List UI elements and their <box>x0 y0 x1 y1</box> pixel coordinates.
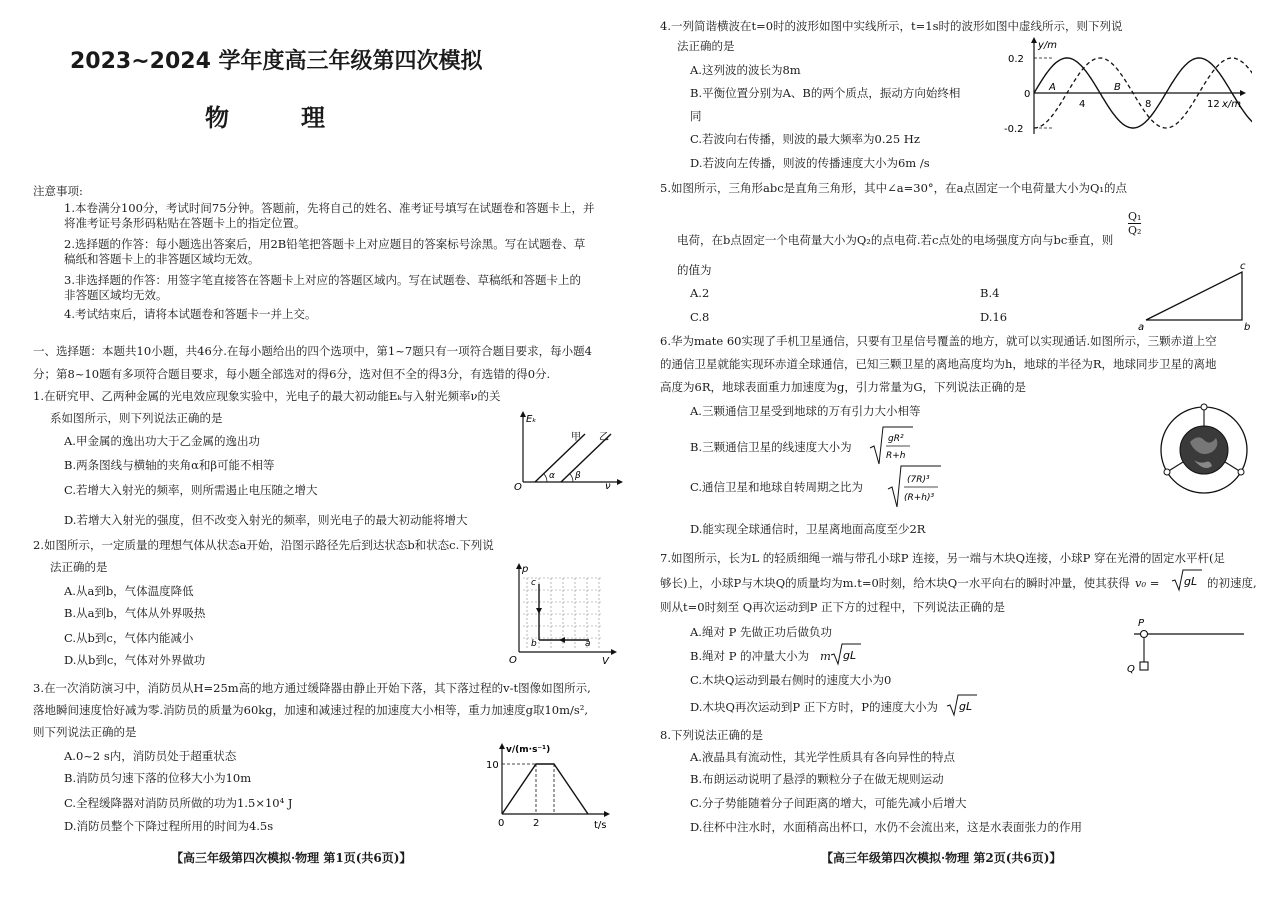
q2-point-b: b <box>531 639 537 649</box>
q3-option-a: A.0~2 s内，消防员处于超重状态 <box>64 749 237 763</box>
q7-v0-sqrt <box>1171 568 1203 592</box>
q1-xlabel: ν <box>605 481 611 490</box>
q3-xtick: 2 <box>533 818 540 829</box>
q8-option-c: C.分子势能随着分子间距离的增大，可能先减小后增大 <box>690 796 967 810</box>
q7-b-sqrt <box>830 642 862 666</box>
q5-option-c: C.8 <box>690 310 710 324</box>
q1-option-c: C.若增大入射光的频率，则所需遏止电压随之增大 <box>64 483 318 497</box>
q3-xlabel: t/s <box>594 820 607 831</box>
notice-line: 3.非选择题的作答：用签字笔直接答在答题卡上对应的答题区域内。写在试题卷、草稿纸和答题卡上的 <box>64 273 581 287</box>
q4-xtick-12: 12 <box>1207 99 1220 110</box>
notice-line: 稿纸和答题卡上的非答题区域均无效。 <box>64 252 260 266</box>
q7-option-a: A.绳对 P 先做正功后做负功 <box>690 625 833 639</box>
q6-figure <box>1156 402 1252 498</box>
q7-option-b: B.绳对 P 的冲量大小为 <box>690 649 810 663</box>
section-instructions: 一、选择题：本题共10小题，共46分.在每小题给出的四个选项中，第1~7题只有一项符合题目要求，每小题4 <box>33 344 593 358</box>
q6-option-c: C.通信卫星和地球自转周期之比为 <box>690 480 864 494</box>
q6-c-num: (7R)³ <box>907 475 930 485</box>
q3-stem: 落地瞬间速度恰好减为零.消防员的质量为60kg，加速和减速过程的加速度大小相等，重力加速度g取10m/s², <box>33 703 589 717</box>
exam-title: 2023~2024 学年度高三年级第四次模拟 <box>70 49 483 74</box>
q4-ytick-bottom: -0.2 <box>1004 124 1024 135</box>
q2-figure <box>505 560 621 668</box>
q4-stem: 法正确的是 <box>677 39 735 53</box>
q4-xtick-4: 4 <box>1079 99 1086 110</box>
q7-label-q: Q <box>1127 664 1135 674</box>
q2-option-c: C.从b到c，气体内能减小 <box>64 631 194 645</box>
q7-option-c: C.木块Q运动到最右侧时的速度大小为0 <box>690 673 892 687</box>
q5-option-d: D.16 <box>980 310 1008 324</box>
q5-vertex-c: c <box>1240 261 1246 272</box>
q1-option-d: D.若增大入射光的强度，但不改变入射光的频率，则光电子的最大初动能将增大 <box>64 513 468 527</box>
q2-option-d: D.从b到c，气体对外界做功 <box>64 653 206 667</box>
q6-b-sqrt <box>868 424 914 468</box>
q7-stem: 7.如图所示，长为L 的轻质细绳一端与带孔小球P 连接，另一端与木块Q连接，小球P 穿在光滑的固定水平杆(足 <box>660 551 1225 565</box>
notice-line: 4.考试结束后，请将本试题卷和答题卡一并上交。 <box>64 307 317 321</box>
q4-origin: 0 <box>1024 89 1031 100</box>
q3-option-b: B.消防员匀速下落的位移大小为10m <box>64 771 252 785</box>
q5-vertex-b: b <box>1244 322 1251 332</box>
q6-c-den: (R+h)³ <box>904 493 935 503</box>
q1-stem: 1.在研究甲、乙两种金属的光电效应现象实验中，光电子的最大初动能Eₖ与入射光频率ν的关 <box>33 389 501 403</box>
page-1-footer: 【高三年级第四次模拟·物理 第1页(共6页)】 <box>171 851 412 865</box>
q5-stem: 5.如图所示，三角形abc是直角三角形，其中∠a=30°，在a点固定一个电荷量大小为Q₁的点 <box>660 181 1128 195</box>
q3-figure <box>480 742 620 834</box>
q5-figure <box>1134 260 1254 332</box>
q4-point-a: A <box>1049 82 1056 93</box>
notice-line: 非答题区域均无效。 <box>64 288 168 302</box>
q6-stem: 高度为6R，地球表面重力加速度为g，引力常量为G，下列说法正确的是 <box>660 380 1027 394</box>
q7-b-m: m <box>820 649 831 663</box>
q1-stem: 系如图所示，则下列说法正确的是 <box>50 411 223 425</box>
q5-stem: 电荷，在b点固定一个电荷量大小为Q₂的点电荷.若c点处的电场强度方向与bc垂直，则 <box>677 233 1114 247</box>
q8-option-a: A.液晶具有流动性，其光学性质具有各向异性的特点 <box>690 750 955 764</box>
q6-c-sqrt <box>886 463 942 511</box>
satellite-icon <box>1238 469 1244 475</box>
q2-point-a: a <box>585 639 591 649</box>
satellite-icon <box>1201 404 1207 410</box>
q2-ylabel: p <box>522 564 529 575</box>
exam-subject: 物理 <box>205 104 397 132</box>
q7-v0-label: v₀ = <box>1135 576 1160 590</box>
q1-beta: β <box>575 471 581 481</box>
q6-b-den: R+h <box>886 451 906 461</box>
q6-option-d: D.能实现全球通信时，卫星离地面高度至少2R <box>690 522 926 536</box>
q7-figure <box>1124 614 1248 674</box>
q7-option-d: D.木块Q再次运动到P 正下方时，P的速度大小为 <box>690 700 939 714</box>
q2-stem: 法正确的是 <box>50 560 108 574</box>
q3-origin: 0 <box>498 818 505 829</box>
q6-b-num: gR² <box>888 434 904 444</box>
q4-option-a: A.这列波的波长为8m <box>690 63 801 77</box>
satellite-icon <box>1164 469 1170 475</box>
q7-v0-gl: gL <box>1184 575 1198 588</box>
q1-line2-label: 乙 <box>599 432 609 443</box>
page-2 <box>640 0 1276 900</box>
q1-ylabel: Eₖ <box>526 414 537 425</box>
q7-d-sqrt <box>946 693 978 717</box>
q8-option-d: D.往杯中注水时，水面稍高出杯口，水仍不会流出来，这是水表面张力的作用 <box>690 820 1082 834</box>
q4-ylabel: y/m <box>1038 40 1058 51</box>
q8-option-b: B.布朗运动说明了悬浮的颗粒分子在做无规则运动 <box>690 772 944 786</box>
q1-option-b: B.两条图线与横轴的夹角α和β可能不相等 <box>64 458 275 472</box>
notice-line: 将准考证号条形码粘贴在答题卡上的指定位置。 <box>64 216 306 230</box>
q4-option-b: B.平衡位置分别为A、B的两个质点，振动方向始终相 <box>690 86 961 100</box>
q4-option-d: D.若波向左传播，则波的传播速度大小为6m /s <box>690 156 930 170</box>
q1-option-a: A.甲金属的逸出功大于乙金属的逸出功 <box>64 434 260 448</box>
q1-figure <box>505 408 625 490</box>
q5-option-b: B.4 <box>980 286 1000 300</box>
q4-figure <box>992 36 1252 140</box>
q6-stem: 的通信卫星就能实现环赤道全球通信，已知三颗卫星的离地高度均为h，地球的半径为R，地球同步卫星的离地 <box>660 357 1217 371</box>
q5-stem: 的值为 <box>677 263 712 277</box>
q5-fraction-num: Q₁ <box>1128 210 1142 223</box>
q5-option-a: A.2 <box>690 286 710 300</box>
q8-stem: 8.下列说法正确的是 <box>660 728 763 742</box>
q4-ytick-top: 0.2 <box>1008 54 1024 65</box>
q7-stem: 的初速度, <box>1207 576 1257 590</box>
notice-line: 2.选择题的作答：每小题选出答案后，用2B铅笔把答题卡上对应题目的答案标号涂黑。写在试题卷、草 <box>64 237 586 251</box>
q4-stem: 4.一列简谐横波在t=0时的波形如图中实线所示，t=1s时的波形如图中虚线所示，则下列说 <box>660 19 1123 33</box>
q7-d-gl: gL <box>959 700 973 713</box>
q7-stem: 则从t=0时刻至 Q再次运动到P 正下方的过程中，下列说法正确的是 <box>660 600 1006 614</box>
q2-stem: 2.如图所示，一定质量的理想气体从状态a开始，沿图示路径先后到达状态b和状态c.下列说 <box>33 538 494 552</box>
q1-line1-label: 甲 <box>571 432 581 443</box>
q3-ylabel: v/(m·s⁻¹) <box>506 745 551 755</box>
q1-alpha: α <box>549 471 555 481</box>
q3-option-c: C.全程缓降器对消防员所做的功为1.5×10⁴ J <box>64 796 293 810</box>
notice-line: 1.本卷满分100分，考试时间75分钟。答题前，先将自己的姓名、准考证号填写在试题卷和答题卡上，并 <box>64 201 595 215</box>
q2-option-a: A.从a到b，气体温度降低 <box>64 584 194 598</box>
q4-xlabel: x/m <box>1222 99 1242 110</box>
q4-point-b: B <box>1114 82 1121 93</box>
q7-b-gl: gL <box>843 649 857 662</box>
q3-stem: 则下列说法正确的是 <box>33 725 137 739</box>
q2-origin: O <box>509 655 517 666</box>
q3-stem: 3.在一次消防演习中，消防员从H=25m高的地方通过缓降器由静止开始下落，其下落过程的v-t图像如图所示, <box>33 681 591 695</box>
q4-option-b-cont: 同 <box>690 109 702 123</box>
q7-label-p: P <box>1138 618 1145 629</box>
page-2-footer: 【高三年级第四次模拟·物理 第2页(共6页)】 <box>821 851 1062 865</box>
q6-option-a: A.三颗通信卫星受到地球的万有引力大小相等 <box>690 404 921 418</box>
q1-origin: O <box>514 482 522 490</box>
q4-option-c: C.若波向右传播，则波的最大频率为0.25 Hz <box>690 132 920 146</box>
q4-xtick-8: 8 <box>1145 99 1152 110</box>
q7-stem: 够长)上，小球P与木块Q的质量均为m.t=0时刻，给木块Q一水平向右的瞬时冲量，使其获得 <box>660 576 1130 590</box>
q5-vertex-a: a <box>1138 322 1145 332</box>
q2-point-c: c <box>531 578 536 588</box>
q6-option-b: B.三颗通信卫星的线速度大小为 <box>690 440 852 454</box>
q2-xlabel: V <box>602 656 609 667</box>
q3-option-d: D.消防员整个下降过程所用的时间为4.5s <box>64 819 274 833</box>
section-instructions: 分；第8~10题有多项符合题目要求，每小题全部选对的得6分，选对但不全的得3分，有选错的得0分. <box>33 367 551 381</box>
q2-option-b: B.从a到b，气体从外界吸热 <box>64 606 206 620</box>
q5-fraction-den: Q₂ <box>1128 224 1142 237</box>
q5-fraction <box>1128 210 1141 237</box>
q3-ytick: 10 <box>486 760 499 771</box>
q6-stem: 6.华为mate 60实现了手机卫星通信，只要有卫星信号覆盖的地方，就可以实现通话.如图所示，三颗赤道上空 <box>660 334 1217 348</box>
notice-heading: 注意事项: <box>33 184 83 198</box>
